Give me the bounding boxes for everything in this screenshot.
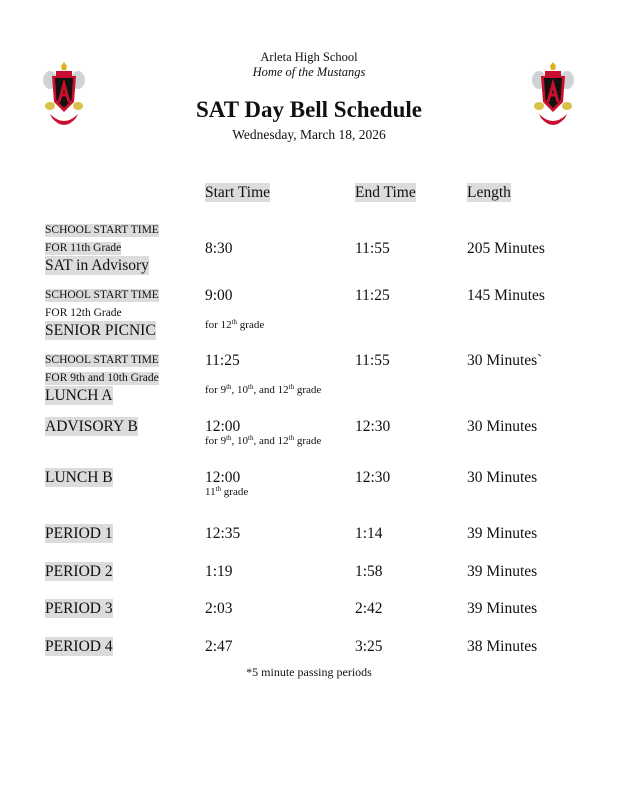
row-note: for 9th, 10th, and 12th grade [205,383,322,396]
row-label [45,350,159,405]
row-note: 11th grade [205,485,249,498]
length: 39 Minutes [467,600,538,617]
start-time: 2:03 [205,600,233,617]
length: 39 Minutes [467,525,538,542]
row-sublabel: SCHOOL START TIME [45,354,159,366]
start-time: 9:00 [205,287,233,304]
length: 39 Minutes [467,563,538,580]
footnote: *5 minute passing periods [246,665,372,679]
length: 30 Minutes [467,418,538,435]
start-time: 8:30 [205,240,233,257]
row-sublabel: FOR 9th and 10th Grade [45,372,159,384]
row-title: PERIOD 4 [45,638,113,655]
row-sublabel: FOR 12th Grade [45,307,122,319]
school-tagline: Home of the Mustangs [252,65,366,79]
row-title: ADVISORY B [45,418,138,435]
row-title: SAT in Advisory [45,257,149,274]
page-title: SAT Day Bell Schedule [196,97,422,122]
column-header-start-time: Start Time [205,184,271,201]
length: 145 Minutes [467,287,545,304]
school-name: Arleta High School [260,50,358,64]
row-label [45,562,113,581]
row-title: SENIOR PICNIC [45,322,156,339]
length: 30 Minutes` [467,352,543,369]
row-title: PERIOD 1 [45,525,113,542]
row-title: LUNCH A [45,387,113,404]
row-label [45,637,113,656]
schedule-date: Wednesday, March 18, 2026 [232,127,386,142]
row-label [45,599,113,618]
end-time: 12:30 [355,469,391,486]
length: 38 Minutes [467,638,538,655]
row-sublabel: SCHOOL START TIME [45,224,159,236]
end-time: 1:58 [355,563,383,580]
row-label [45,417,138,436]
row-label [45,468,113,487]
row-title: PERIOD 3 [45,600,113,617]
row-label [45,524,113,543]
start-time: 11:25 [205,352,240,369]
row-title: PERIOD 2 [45,563,113,580]
row-label [45,285,159,340]
end-time: 11:25 [355,287,390,304]
end-time: 3:25 [355,638,383,655]
row-note: for 9th, 10th, and 12th grade [205,434,322,447]
row-title: LUNCH B [45,469,113,486]
row-sublabel: SCHOOL START TIME [45,289,159,301]
start-time: 1:19 [205,563,233,580]
row-note: for 12th grade [205,318,265,331]
length: 30 Minutes [467,469,538,486]
end-time: 11:55 [355,240,390,257]
end-time: 11:55 [355,352,390,369]
end-time: 2:42 [355,600,383,617]
column-header-length: Length [467,184,511,201]
start-time: 12:35 [205,525,241,542]
end-time: 1:14 [355,525,383,542]
start-time: 12:00 [205,418,241,435]
end-time: 12:30 [355,418,391,435]
row-label [45,220,159,275]
column-header-end-time: End Time [355,184,416,201]
start-time: 2:47 [205,638,233,655]
row-sublabel: FOR 11th Grade [45,242,122,254]
length: 205 Minutes [467,240,545,257]
start-time: 12:00 [205,469,241,486]
